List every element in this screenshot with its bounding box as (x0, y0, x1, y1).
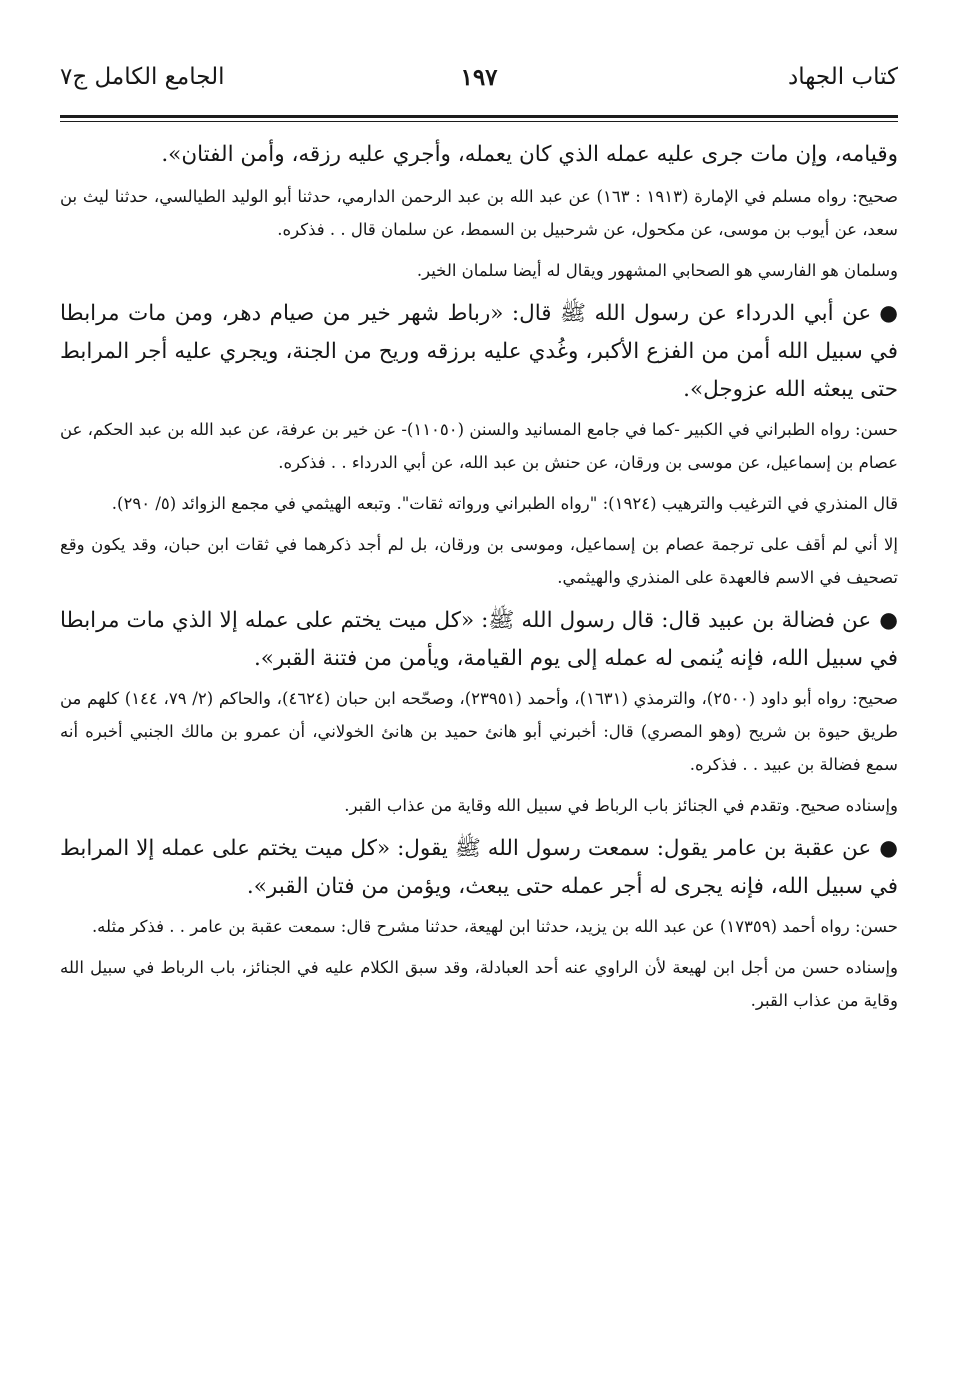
hadith-text: ●عن فضالة بن عبيد قال: قال رسول الله ﷺ: «كل ميت يختم على عمله إلا الذي مات مرابطا في سبيل الله، فإنه يُنمى له عمله إلى يوم القيامة، ويأمن من فتنة القبر». (60, 602, 898, 678)
header-rule-thick (60, 115, 898, 118)
takhrij-note: صحيح: رواه أبو داود (٢٥٠٠)، والترمذي (١٦٣١)، وأحمد (٢٣٩٥١)، وصحّحه ابن حبان (٤٦٢٤)، والحاكم (٢/ ٧٩، ١٤٤) كلهم من طريق حيوة بن شريح (وهو المصري) قال: أخبرني أبو هانئ حميد بن هانئ الخولاني، أن عمرو بن مالك الجنبي أخبره أنه سمع فضالة بن عبيد . . فذكره. (60, 689, 898, 774)
commentary-note: إلا أني لم أقف على ترجمة عصام بن إسماعيل، وموسى بن ورقان، بل لم أجد ذكرهما في ثقات ابن حبان، وقد يكون وقع تصحيف في الاسم فالعهدة على المنذري والهيثمي. (60, 535, 898, 587)
commentary-note: قال المنذري في الترغيب والترهيب (١٩٢٤): "رواه الطبراني ورواته ثقات". وتبعه الهيثمي في مجمع الزوائد (٥/ ٢٩٠). (111, 494, 898, 513)
takhrij-note: صحيح: رواه مسلم في الإمارة (١٩١٣ : ١٦٣) عن عبد الله بن عبد الرحمن الدارمي، حدثنا أبو الوليد الطيالسي، حدثنا ليث بن سعد، عن أيوب بن موسى، عن مكحول، عن شرحبيل بن السمط، عن سلمان قال . . فذكره. (60, 187, 898, 239)
header-rule-thin (60, 121, 898, 122)
hadith-text-continuation: وقيامه، وإن مات جرى عليه عمله الذي كان يعمله، وأجري عليه رزقه، وأمن الفتان». (161, 142, 898, 167)
chapter-title: كتاب الجهاد (788, 64, 898, 90)
bullet-icon: ● (879, 836, 898, 861)
commentary-note: وسلمان هو الفارسي هو الصحابي المشهور ويقال له أيضا سلمان الخير. (416, 261, 898, 280)
bullet-icon: ● (879, 608, 898, 633)
book-title: الجامع الكامل ج٧ (60, 64, 225, 90)
bullet-icon: ● (879, 301, 898, 326)
page-number: ١٩٧ (460, 64, 498, 91)
takhrij-note: حسن: رواه الطبراني في الكبير -كما في جامع المسانيد والسنن (١١٠٥٠)- عن خير بن عرفة، عن عبد الله بن عبد الحكم، عن عصام بن إسماعيل، عن موسى بن ورقان، عن حنش بن عبد الله، عن أبي الدرداء . . فذكره. (60, 420, 898, 472)
takhrij-note: حسن: رواه أحمد (١٧٣٥٩) عن عبد الله بن يزيد، حدثنا ابن لهيعة، حدثنا مشرح قال: سمعت عقبة بن عامر . . فذكر مثله. (91, 917, 898, 936)
commentary-note: وإسناده حسن من أجل ابن لهيعة لأن الراوي عنه أحد العبادلة، وقد سبق الكلام عليه في الجنائز، باب الرباط في سبيل الله وقاية من عذاب القبر. (60, 958, 898, 1010)
hadith-text: ●عن أبي الدرداء عن رسول الله ﷺ قال: «رباط شهر خير من صيام دهر، ومن مات مرابطا في سبيل الله أمن من الفزع الأكبر، وغُدي عليه برزقه وريح من الجنة، ويجري عليه أجر المرابط حتى يبعثه الله عزوجل». (60, 295, 898, 409)
hadith-text: ●عن عقبة بن عامر يقول: سمعت رسول الله ﷺ يقول: «كل ميت يختم على عمله إلا المرابط في سبيل الله، فإنه يجرى له أجر عمله حتى يبعث، ويؤمن من فتان القبر». (60, 830, 898, 906)
page-body (60, 136, 898, 1025)
page-header (60, 64, 898, 108)
commentary-note: وإسناده صحيح. وتقدم في الجنائز باب الرباط في سبيل الله وقاية من عذاب القبر. (344, 796, 898, 815)
